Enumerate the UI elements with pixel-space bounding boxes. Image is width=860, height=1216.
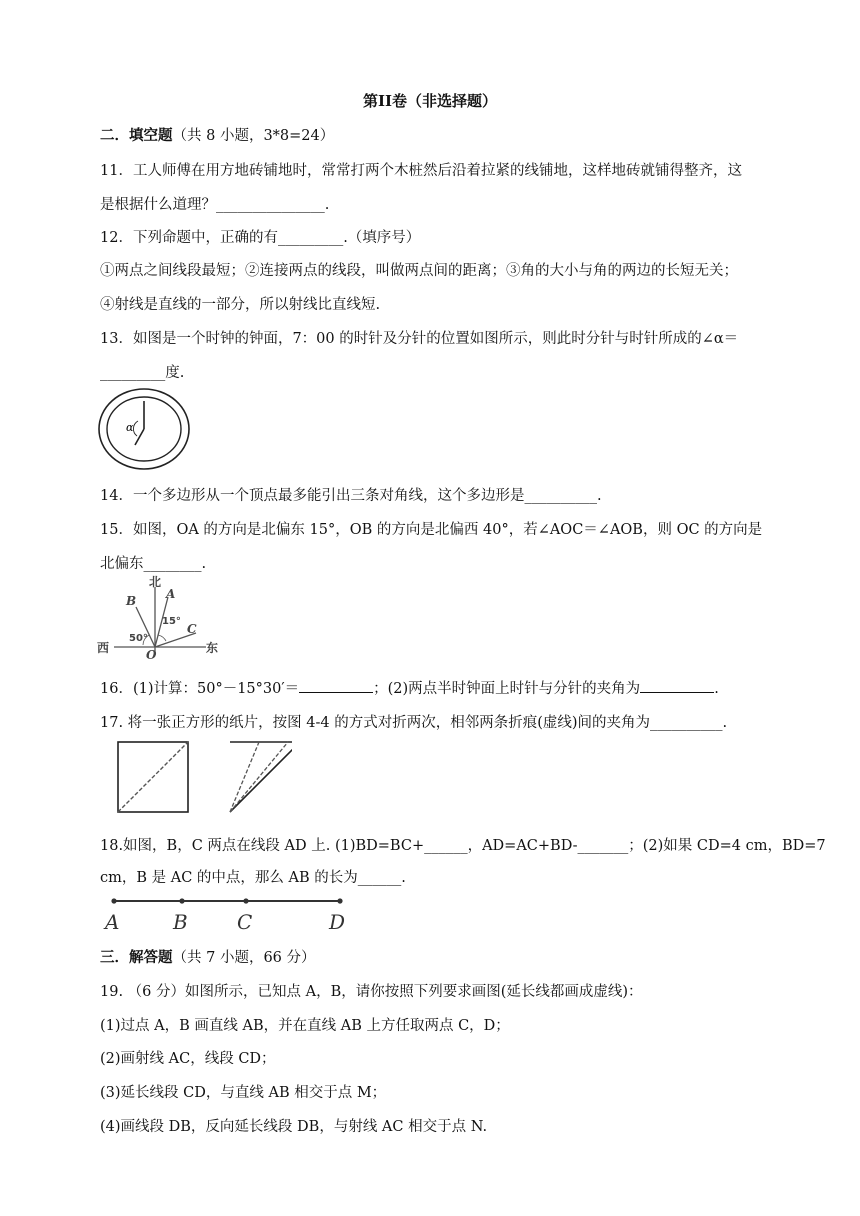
q12-line3: ④射线是直线的一部分，所以射线比直线短. [100,297,381,313]
q19-line5: (4)画线段 DB，反向延长线段 DB，与射线 AC 相交于点 N. [100,1119,488,1135]
point-a-label: A [105,910,120,934]
clock-figure [97,387,191,471]
clock-alpha-label: α [126,421,134,434]
point-d-dot [337,898,342,903]
label-c: C [187,622,197,636]
q12-line2: ①两点之间线段最短；②连接两点的线段，叫做两点间的距离；③角的大小与角的两边的长短无关； [100,263,738,279]
q11-line1: 11．工人师傅在用方地砖铺地时，常常打两个木桩然后沿着拉紧的线铺地，这样地砖就铺得整齐，这 [100,163,742,179]
compass-figure [96,575,222,660]
label-15deg: 15° [162,616,181,627]
q16-part-b: ；(2)两点半时钟面上时针与分针的夹角为 [373,681,641,697]
label-50deg: 50° [129,633,148,644]
label-b: B [126,594,137,608]
q11-line2: 是根据什么道理？_______________. [100,197,330,213]
q13-line1: 13．如图是一个时钟的钟面，7：00 的时针及分针的位置如图所示，则此时分针与时针所成的∠α＝ [100,331,739,347]
point-d-label: D [329,910,346,934]
point-b-label: B [173,910,188,934]
section-fill-blank-title: 二．填空题 [100,127,173,144]
label-west: 西 [97,641,110,655]
point-c-dot [243,898,248,903]
label-a: A [166,587,176,601]
q16-line [100,677,719,698]
q16-end: . [714,681,719,697]
q14-text: 14．一个多边形从一个顶点最多能引出三条对角线，这个多边形是__________. [100,488,602,504]
page-title: 第II卷（非选择题） [362,92,498,110]
section-answer-note: （共 7 小题，66 分） [172,950,316,966]
q13-line2: _________度. [100,365,185,381]
q19-line2: (1)过点 A，B 画直线 AB，并在直线 AB 上方任取两点 C，D； [100,1018,510,1034]
fold-line-diagonal [118,742,188,812]
q16-blank-1 [299,679,373,693]
section-fill-blank-heading [100,124,334,145]
q18-line1: 18.如图，B，C 两点在线段 AD 上. (1)BD=BC+______，AD=AC+BD-_______；(2)如果 CD=4 cm，BD=7 [100,838,826,854]
section-fill-blank-note: （共 8 小题，3*8=24） [172,128,335,144]
clock-angle-arc [133,421,138,436]
segment-ad-figure [100,893,360,935]
folded-square-figures [112,738,292,818]
q15-line2: 北偏东________. [100,556,207,572]
point-c-label: C [237,910,253,934]
angle-arc-15 [158,635,166,641]
q18-line2: cm，B 是 AC 的中点，那么 AB 的长为______. [100,870,406,886]
q16-part-a: 16．(1)计算：50°－15°30′＝ [100,681,300,697]
q12-line1: 12．下列命题中，正确的有_________.（填序号） [100,230,421,246]
fold-line-second [230,742,259,812]
section-answer-heading [100,946,316,967]
q17-text: 17. 将一张正方形的纸片，按图 4-4 的方式对折两次，相邻两条折痕(虚线)间的夹角为__________. [100,715,728,731]
q19-line4: (3)延长线段 CD，与直线 AB 相交于点 M； [100,1085,387,1101]
label-north: 北 [149,575,162,589]
clock-hour-hand [135,429,144,445]
q16-blank-2 [640,679,714,693]
q15-line1: 15．如图，OA 的方向是北偏东 15°，OB 的方向是北偏西 40°，若∠AOC＝∠AOB，则 OC 的方向是 [100,522,763,538]
point-b-dot [179,898,184,903]
label-o: O [146,648,157,660]
q19-line1: 19. （6 分）如图所示，已知点 A，B，请你按照下列要求画图(延长线都画成虚线)： [100,984,643,1000]
q19-line3: (2)画射线 AC，线段 CD； [100,1051,276,1067]
fold-line-first [230,742,288,812]
label-east: 东 [206,641,219,655]
point-a-dot [111,898,116,903]
section-answer-title: 三．解答题 [100,949,173,966]
